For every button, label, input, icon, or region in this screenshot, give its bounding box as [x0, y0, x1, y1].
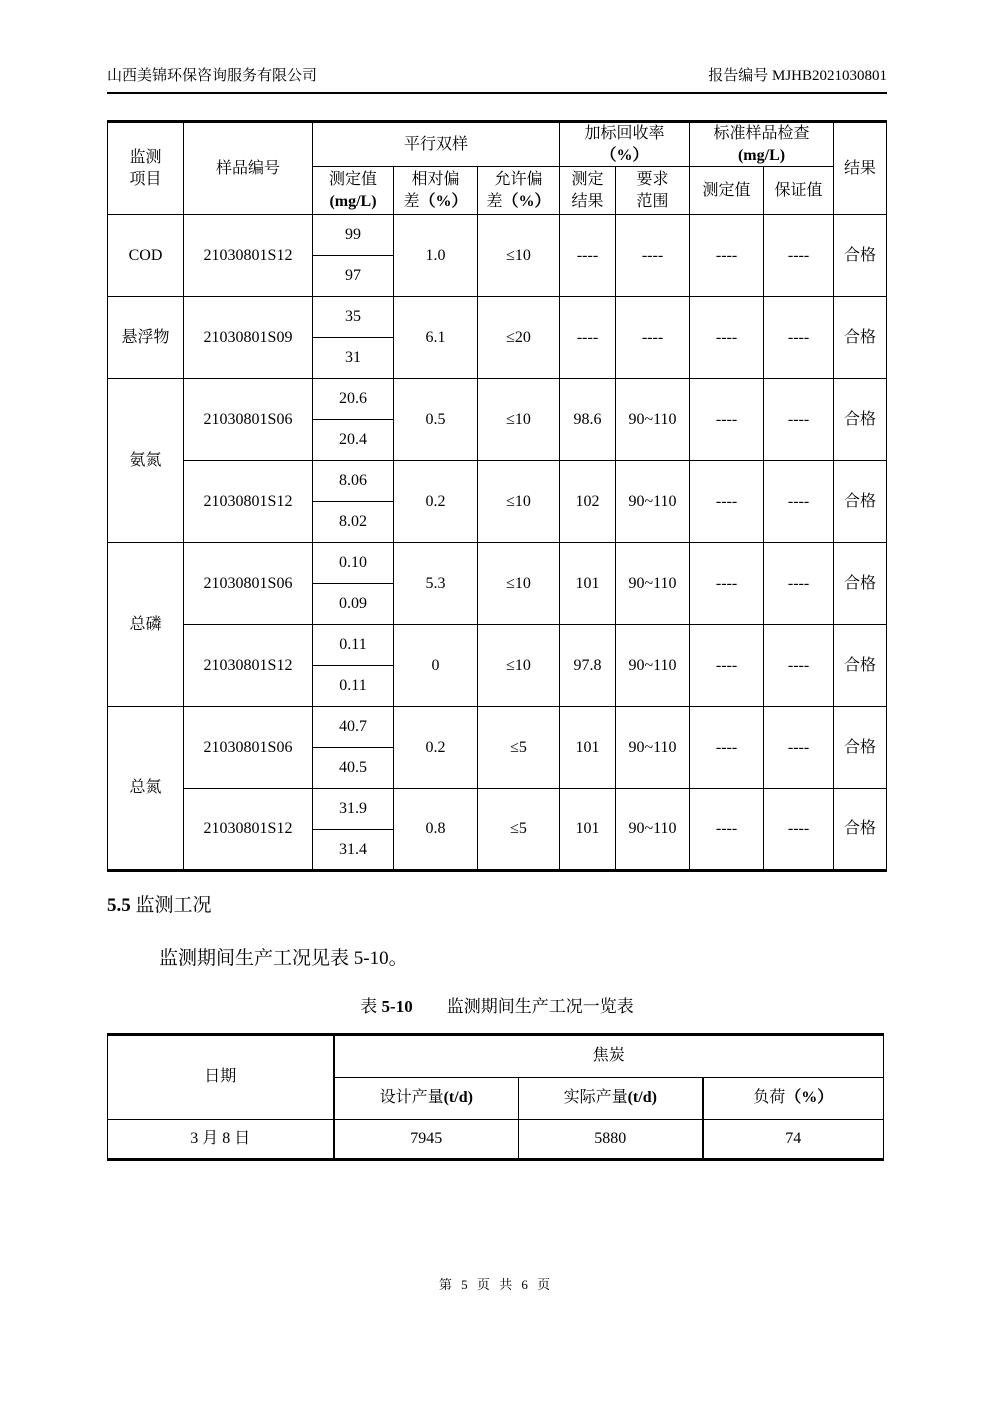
col-header-product: 焦炭 [334, 1035, 884, 1078]
actual-output-cell: 5880 [519, 1120, 703, 1160]
table-row [108, 789, 887, 830]
col-header-std-measured: 测定值 [690, 167, 764, 215]
col-header-date: 日期 [108, 1035, 334, 1120]
col-header-standard-sample: 标准样品检查 (mg/L) [690, 122, 834, 167]
std-certified-cell: ---- [764, 297, 834, 379]
col-header-measured-value: 测定值 (mg/L) [313, 167, 394, 215]
sample-id-cell: 21030801S12 [184, 625, 313, 707]
value2-cell: 40.5 [313, 748, 394, 789]
recovery-range-cell: ---- [616, 215, 690, 297]
section-title: 监测工况 [135, 895, 212, 917]
item-cell: 悬浮物 [108, 297, 184, 379]
sample-id-cell: 21030801S06 [184, 707, 313, 789]
recovery-range-cell: 90~110 [616, 461, 690, 543]
value2-cell: 0.09 [313, 584, 394, 625]
date-cell: 3 月 8 日 [108, 1120, 334, 1160]
col-header-recovery-result: 测定 结果 [560, 167, 616, 215]
sample-id-cell: 21030801S06 [184, 379, 313, 461]
recovery-result-cell: 101 [560, 789, 616, 871]
rel-dev-cell: 0.8 [394, 789, 478, 871]
sample-id-cell: 21030801S12 [184, 461, 313, 543]
result-cell: 合格 [834, 379, 887, 461]
result-cell: 合格 [834, 215, 887, 297]
allow-dev-cell: ≤10 [478, 461, 560, 543]
value1-cell: 35 [313, 297, 394, 338]
rel-dev-cell: 0.5 [394, 379, 478, 461]
result-cell: 合格 [834, 707, 887, 789]
col-header-recovery: 加标回收率 （%） [560, 122, 690, 167]
result-cell: 合格 [834, 543, 887, 625]
std-measured-cell: ---- [690, 379, 764, 461]
allow-dev-cell: ≤5 [478, 707, 560, 789]
table-row [108, 1120, 884, 1160]
value1-cell: 0.10 [313, 543, 394, 584]
rel-dev-cell: 5.3 [394, 543, 478, 625]
recovery-result-cell: 101 [560, 707, 616, 789]
recovery-range-cell: 90~110 [616, 789, 690, 871]
result-cell: 合格 [834, 625, 887, 707]
recovery-range-cell: 90~110 [616, 625, 690, 707]
table-row [108, 215, 887, 256]
item-cell: 总磷 [108, 543, 184, 707]
value1-cell: 31.9 [313, 789, 394, 830]
col-header-load: 负荷（%） [703, 1078, 884, 1120]
col-header-std-certified: 保证值 [764, 167, 834, 215]
table-row [108, 297, 887, 338]
std-measured-cell: ---- [690, 461, 764, 543]
col-header-allowed-deviation: 允许偏 差（%） [478, 167, 560, 215]
col-header-actual-output: 实际产量(t/d) [519, 1078, 703, 1120]
result-cell: 合格 [834, 789, 887, 871]
table-row [108, 379, 887, 420]
allow-dev-cell: ≤10 [478, 625, 560, 707]
qc-results-table [107, 120, 887, 872]
value2-cell: 0.11 [313, 666, 394, 707]
page-header [107, 0, 887, 94]
std-certified-cell: ---- [764, 215, 834, 297]
recovery-result-cell: 97.8 [560, 625, 616, 707]
sample-id-cell: 21030801S09 [184, 297, 313, 379]
rel-dev-cell: 1.0 [394, 215, 478, 297]
item-cell: 总氮 [108, 707, 184, 871]
std-measured-cell: ---- [690, 543, 764, 625]
production-table [107, 1033, 884, 1161]
std-measured-cell: ---- [690, 625, 764, 707]
col-header-design-output: 设计产量(t/d) [334, 1078, 519, 1120]
allow-dev-cell: ≤10 [478, 215, 560, 297]
value1-cell: 20.6 [313, 379, 394, 420]
rel-dev-cell: 0.2 [394, 707, 478, 789]
table-row [108, 707, 887, 748]
col-header-sample-id: 样品编号 [184, 122, 313, 215]
page-number: 第 5 页 共 6 页 [438, 1277, 554, 1292]
std-certified-cell: ---- [764, 543, 834, 625]
value1-cell: 8.06 [313, 461, 394, 502]
table-row [108, 461, 887, 502]
rel-dev-cell: 6.1 [394, 297, 478, 379]
item-cell: 氨氮 [108, 379, 184, 543]
recovery-result-cell: 98.6 [560, 379, 616, 461]
std-certified-cell: ---- [764, 461, 834, 543]
col-header-item: 监测 项目 [108, 122, 184, 215]
recovery-result-cell: 101 [560, 543, 616, 625]
value2-cell: 31 [313, 338, 394, 379]
col-header-recovery-range: 要求 范围 [616, 167, 690, 215]
value2-cell: 97 [313, 256, 394, 297]
recovery-range-cell: 90~110 [616, 543, 690, 625]
company-name: 山西美锦环保咨询服务有限公司 [107, 68, 318, 84]
table-row [108, 625, 887, 666]
value1-cell: 0.11 [313, 625, 394, 666]
value2-cell: 20.4 [313, 420, 394, 461]
result-cell: 合格 [834, 297, 887, 379]
table-caption: 表 5-10 监测期间生产工况一览表 [360, 997, 634, 1017]
col-header-result: 结果 [834, 122, 887, 215]
std-measured-cell: ---- [690, 297, 764, 379]
value1-cell: 99 [313, 215, 394, 256]
table-row [108, 543, 887, 584]
rel-dev-cell: 0 [394, 625, 478, 707]
std-measured-cell: ---- [690, 707, 764, 789]
allow-dev-cell: ≤10 [478, 379, 560, 461]
allow-dev-cell: ≤10 [478, 543, 560, 625]
recovery-result-cell: ---- [560, 297, 616, 379]
value1-cell: 40.7 [313, 707, 394, 748]
section-number: 5.5 [107, 895, 131, 917]
rel-dev-cell: 0.2 [394, 461, 478, 543]
report-number: 报告编号 MJHB2021030801 [708, 68, 887, 84]
recovery-range-cell: 90~110 [616, 707, 690, 789]
section-heading [107, 890, 887, 917]
allow-dev-cell: ≤5 [478, 789, 560, 871]
result-cell: 合格 [834, 461, 887, 543]
std-certified-cell: ---- [764, 379, 834, 461]
sample-id-cell: 21030801S06 [184, 543, 313, 625]
col-header-relative-deviation: 相对偏 差（%） [394, 167, 478, 215]
sample-id-cell: 21030801S12 [184, 215, 313, 297]
std-certified-cell: ---- [764, 625, 834, 707]
load-cell: 74 [703, 1120, 884, 1160]
recovery-range-cell: 90~110 [616, 379, 690, 461]
recovery-range-cell: ---- [616, 297, 690, 379]
value2-cell: 31.4 [313, 830, 394, 871]
std-certified-cell: ---- [764, 707, 834, 789]
value2-cell: 8.02 [313, 502, 394, 543]
std-measured-cell: ---- [690, 789, 764, 871]
item-cell: COD [108, 215, 184, 297]
std-certified-cell: ---- [764, 789, 834, 871]
design-output-cell: 7945 [334, 1120, 519, 1160]
body-paragraph: 监测期间生产工况见表 5-10。 [159, 948, 408, 970]
col-header-parallel: 平行双样 [313, 122, 560, 167]
recovery-result-cell: ---- [560, 215, 616, 297]
std-measured-cell: ---- [690, 215, 764, 297]
sample-id-cell: 21030801S12 [184, 789, 313, 871]
recovery-result-cell: 102 [560, 461, 616, 543]
allow-dev-cell: ≤20 [478, 297, 560, 379]
